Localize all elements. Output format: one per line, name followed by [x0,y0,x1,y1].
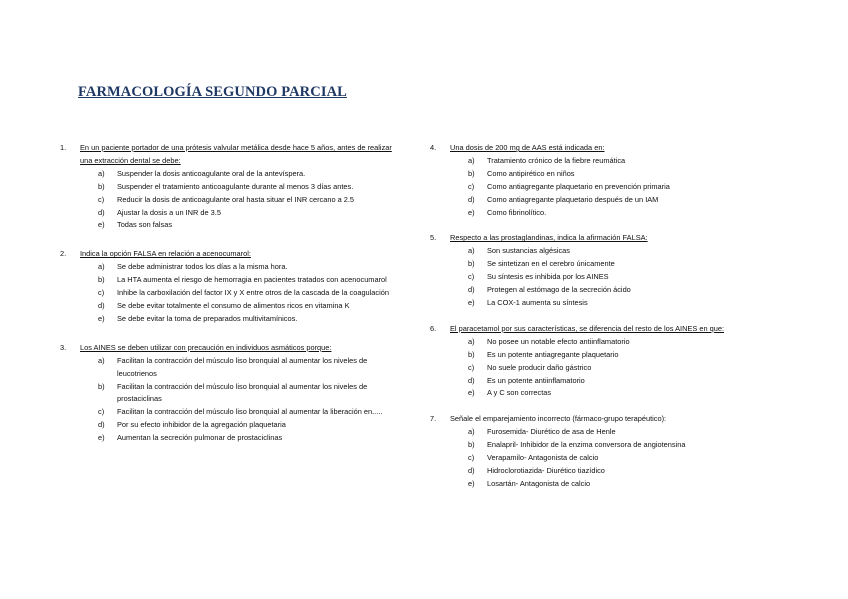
option-letter: b) [468,349,475,359]
option-letter: b) [468,259,475,269]
question-text: Señale el emparejamiento incorrecto (fármaco-grupo terapéutico): [450,414,667,424]
option-item [468,297,730,310]
option-item [468,439,730,452]
question-number: 2. [60,249,67,259]
question-header [60,342,405,355]
option-text: A y C son correctas [487,388,552,398]
option-item [98,406,405,419]
option-text: Furosemida- Diurético de asa de Henle [487,427,616,437]
option-text: Son sustancias algésicas [487,246,570,256]
option-item [468,155,730,168]
option-item [468,271,730,284]
question [60,342,405,445]
option-text: Por su efecto inhibidor de la agregación plaquetaria [117,420,286,430]
option-text: Suspender la dosis anticoagulante oral de la antevíspera. [117,168,306,178]
option-letter: c) [468,272,475,282]
question [430,413,730,490]
option-letter: d) [468,465,475,475]
option-list [468,426,730,491]
option-item [98,207,405,220]
option-letter: c) [468,362,475,372]
option-text: Aumentan la secreción pulmonar de prostaciclinas [117,433,283,443]
question-header [430,232,730,245]
option-item [98,313,405,326]
option-text: No suele producir daño gástrico [487,362,592,372]
option-text: Reducir la dosis de anticoagulante oral hasta situar el INR cercano a 2.5 [117,194,355,204]
option-text: Se debe evitar la toma de preparados multivitamínicos. [117,313,298,323]
option-letter: e) [468,478,475,488]
option-list [98,261,405,326]
question-header [60,142,405,168]
option-text: Es un potente antiagregante plaquetario [487,349,619,359]
option-item [468,245,730,258]
option-letter: e) [468,388,475,398]
option-item [468,349,730,362]
option-item [98,194,405,207]
option-letter: b) [98,181,105,191]
option-letter: d) [468,194,475,204]
option-text: La COX-1 aumenta su síntesis [487,297,588,307]
option-letter: c) [98,288,105,298]
option-item [98,181,405,194]
option-letter: d) [98,420,105,430]
option-text: La HTA aumenta el riesgo de hemorragia en pacientes tratados con acenocumarol [117,275,387,285]
option-item [98,287,405,300]
option-list [468,336,730,401]
option-letter: b) [98,381,105,391]
option-text: Tratamiento crónico de la fiebre reumática [487,155,626,165]
option-item [98,300,405,313]
question-text: Una dosis de 200 mg de AAS está indicada en: [450,143,605,152]
option-item [98,355,405,381]
option-text: No posee un notable efecto antiinflamatorio [487,336,630,346]
option-letter: a) [468,155,475,165]
question [60,142,405,232]
option-item [468,375,730,388]
option-text: Como antiagregante plaquetario en prevención primaria [487,181,670,191]
option-item [468,194,730,207]
option-item [98,381,405,407]
option-list [468,245,730,310]
option-item [468,362,730,375]
question-number: 1. [60,143,67,152]
question-text: En un paciente portador de una prótesis valvular metálica desde hace 5 años, antes de realizar una extracción dental se debe: [80,143,392,165]
right-column [430,142,730,491]
option-letter: b) [468,440,475,450]
option-letter: a) [98,262,105,272]
question-text: Indica la opción FALSA en relación a acenocumarol: [80,249,251,259]
option-letter: a) [468,246,475,256]
option-item [468,207,730,220]
option-item [468,258,730,271]
option-text: Enalapril- Inhibidor de la enzima conversora de angiotensina [487,440,686,450]
option-letter: e) [468,297,475,307]
option-item [468,465,730,478]
option-item [468,452,730,465]
option-text: Hidroclorotiazida- Diurético tiazídico [487,465,605,475]
option-item [468,387,730,400]
option-text: Facilitan la contracción del músculo liso bronquial al aumentar los niveles de prostaciclinas [117,381,368,404]
option-item [98,168,405,181]
question-text: Respecto a las prostaglandinas, indica la afirmación FALSA: [450,233,648,243]
question-header [60,248,405,261]
option-item [98,219,405,232]
option-text: Como antiagregante plaquetario después de un IAM [487,194,659,204]
option-item [98,419,405,432]
question [430,142,730,219]
option-letter: c) [98,194,105,204]
question [60,248,405,325]
option-letter: d) [98,207,105,217]
question-number: 7. [430,414,437,424]
option-text: Facilitan la contracción del músculo liso bronquial al aumentar la liberación en..... [117,407,383,417]
option-list [98,168,405,233]
option-item [98,261,405,274]
option-list [468,155,730,220]
option-letter: c) [468,181,475,191]
option-item [468,336,730,349]
option-text: Como antipirético en niños [487,168,575,178]
option-text: Facilitan la contracción del músculo liso bronquial al aumentar los niveles de leucotrienos [117,355,368,378]
question-number: 6. [430,323,437,333]
option-letter: a) [468,336,475,346]
option-item [468,181,730,194]
option-letter: e) [98,313,105,323]
question [430,323,730,400]
option-item [468,478,730,491]
option-text: Verapamilo- Antagonista de calcio [487,453,599,463]
option-text: Suspender el tratamiento anticoagulante durante al menos 3 días antes. [117,181,354,191]
question-header [430,413,730,426]
option-item [468,284,730,297]
option-text: Su síntesis es inhibida por los AINES [487,272,609,282]
option-text: Ajustar la dosis a un INR de 3.5 [117,207,221,217]
option-text: Losartán- Antagonista de calcio [487,478,591,488]
option-item [98,274,405,287]
question-number: 3. [60,342,67,352]
option-letter: e) [468,207,475,217]
option-letter: a) [98,355,105,365]
option-letter: e) [98,433,105,443]
option-text: Se debe administrar todos los días a la misma hora. [117,262,288,272]
option-letter: c) [98,407,105,417]
option-letter: d) [468,375,475,385]
question-header [430,323,730,336]
option-letter: a) [98,168,105,178]
option-item [468,426,730,439]
option-text: Todas son falsas [117,220,173,230]
question-number: 4. [430,143,437,152]
question [430,232,730,309]
option-item [468,168,730,181]
question-header [430,142,730,155]
option-text: Protegen al estómago de la secreción ácido [487,285,631,295]
option-list [98,355,405,445]
left-column [60,142,405,445]
option-text: Es un potente antiinflamatorio [487,375,585,385]
question-text: Los AINES se deben utilizar con precaución en individuos asmáticos porque: [80,342,332,352]
option-letter: a) [468,427,475,437]
option-text: Se sintetizan en el cerebro únicamente [487,259,615,269]
option-letter: b) [468,168,475,178]
option-item [98,432,405,445]
option-letter: d) [98,300,105,310]
option-letter: d) [468,285,475,295]
option-text: Inhibe la carboxilación del factor IX y X entre otros de la cascada de la coagulación [117,288,389,298]
option-text: Se debe evitar totalmente el consumo de alimentos ricos en vitamina K [117,300,350,310]
question-number: 5. [430,233,437,243]
question-text: El paracetamol por sus características, se diferencia del resto de los AINES en que: [450,323,725,333]
document-title: FARMACOLOGÍA SEGUNDO PARCIAL [78,84,347,100]
option-letter: b) [98,275,105,285]
option-letter: c) [468,453,475,463]
option-letter: e) [98,220,105,230]
option-text: Como fibrinolítico. [487,207,547,217]
